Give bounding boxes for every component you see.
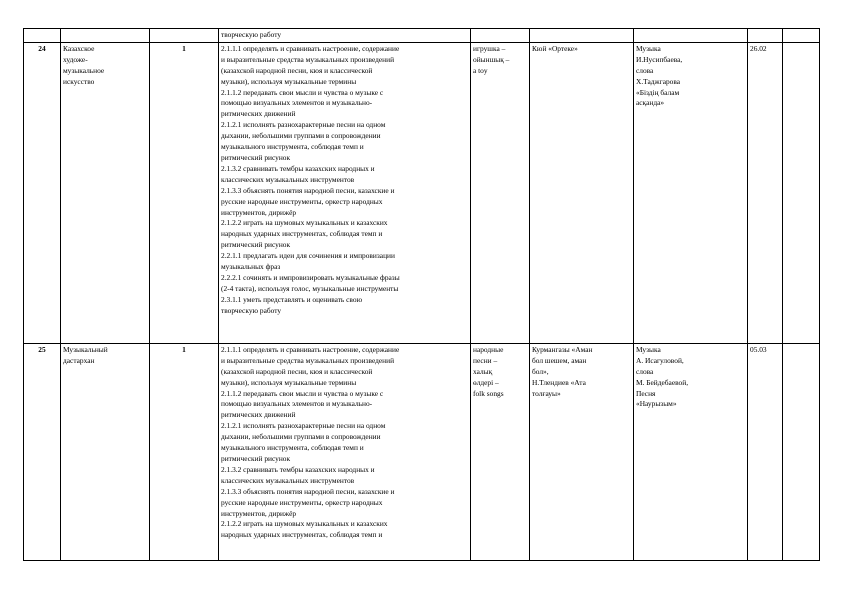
text-line: ритмический рисунок — [221, 152, 291, 162]
text-line: толғауы» — [532, 388, 561, 398]
text-line: музыкального инструмента, соблюдая темп и — [221, 443, 364, 453]
text-line: М. Бейдебаевой, — [636, 377, 689, 387]
text-line: 2.1.2.2 играть на шумовых музыкальных и казахских — [221, 218, 388, 228]
text-line: Музыкальный — [63, 344, 108, 354]
text-line: 2.1.1.2 передавать свои мысли и чувства о музыке с — [221, 87, 384, 97]
text-line: инструментов, дирижёр — [221, 207, 297, 217]
table-row-lesson-25 — [24, 343, 820, 560]
lesson-hours: 1 — [150, 42, 219, 343]
lesson-vocabulary — [471, 343, 530, 560]
table-row-lesson-24 — [24, 42, 820, 343]
text-line: «Наурызым» — [636, 399, 677, 409]
text-line: народных ударных инструментах, соблюдая темп и — [221, 530, 383, 540]
text-line: искусство — [63, 76, 95, 86]
lesson-listening — [530, 42, 634, 343]
text-line: (2-4 такта), используя голос, музыкальные инструменты — [221, 283, 399, 293]
text-line: инструментов, дирижёр — [221, 508, 297, 518]
text-line: Казахское — [63, 43, 95, 53]
text-line: русские народные инструменты, оркестр народных — [221, 196, 383, 206]
text-line: песни – — [473, 355, 498, 365]
text-line: a toy — [473, 65, 488, 75]
text-line: Музыка — [636, 43, 661, 53]
text-line: 2.1.3.2 сравнивать тембры казахских народных и — [221, 163, 375, 173]
lesson-songs — [634, 343, 748, 560]
text-line: 2.1.2.2 играть на шумовых музыкальных и казахских — [221, 519, 388, 529]
text-line: дыхании, небольшими группами в сопровождении — [221, 131, 381, 141]
lesson-notes — [783, 42, 820, 343]
text-line: 2.1.2.1 исполнять разнохарактерные песни на одном — [221, 421, 386, 431]
text-line: Кюй «Ортеке» — [532, 43, 578, 53]
text-line: Музыка — [636, 344, 661, 354]
text-line: слова — [636, 366, 654, 376]
text-line: слова — [636, 65, 654, 75]
text-line: музыкальных фраз — [221, 262, 281, 272]
table-row-continuation — [24, 29, 820, 43]
text-line: Х.Таджгарова — [636, 76, 681, 86]
text-line: ритмический рисунок — [221, 240, 291, 250]
text-line: музыкальное — [63, 65, 105, 75]
text-line: 2.1.1.1 определять и сравнивать настроение, содержание — [221, 43, 400, 53]
text-line: асқанда» — [636, 98, 665, 108]
text-line: (казахской народной песни, кюя и классической — [221, 366, 373, 376]
text-line: 2.2.2.1 сочинять и импровизировать музыкальные фразы — [221, 272, 400, 282]
cell-objectives — [219, 29, 471, 43]
text-line: классических музыкальных инструментов — [221, 475, 355, 485]
cell-notes — [783, 29, 820, 43]
lesson-number: 25 — [24, 343, 61, 560]
cell-hours — [150, 29, 219, 43]
text-line: ритмический рисунок — [221, 453, 291, 463]
text-line: 2.3.1.1 уметь представлять и оценивать свою — [221, 294, 363, 304]
text-line: folk songs — [473, 388, 504, 398]
text-line: игрушка – — [473, 43, 506, 53]
lesson-date: 26.02 — [748, 42, 783, 343]
text-line: 2.1.3.3 объяснять понятия народной песни, казахские и — [221, 185, 395, 195]
text-line: и выразительные средства музыкальных произведений — [221, 355, 395, 365]
lesson-vocabulary — [471, 42, 530, 343]
lesson-number: 24 — [24, 42, 61, 343]
text-line: ритмических движений — [221, 410, 296, 420]
cell-date — [748, 29, 783, 43]
text-line: 2.1.3.2 сравнивать тембры казахских народных и — [221, 464, 375, 474]
lesson-notes — [783, 343, 820, 560]
text-line: музыки), используя музыкальные термины — [221, 377, 357, 387]
text-line: халық — [473, 366, 493, 376]
text-line: помощью визуальных элементов и музыкально- — [221, 98, 373, 108]
cell-songs — [634, 29, 748, 43]
text-line: 2.1.3.3 объяснять понятия народной песни, казахские и — [221, 486, 395, 496]
lesson-listening — [530, 343, 634, 560]
text-line: 2.1.2.1 исполнять разнохарактерные песни на одном — [221, 120, 386, 130]
text-line: Н.Тлендиев «Ата — [532, 377, 586, 387]
text-line: народных ударных инструментах, соблюдая темп и — [221, 229, 383, 239]
text-line: 2.1.1.2 передавать свои мысли и чувства о музыке с — [221, 388, 384, 398]
text-line: дыхании, небольшими группами в сопровождении — [221, 432, 381, 442]
lesson-objectives — [219, 343, 471, 560]
lesson-songs — [634, 42, 748, 343]
objective-line: творческую работу — [221, 30, 282, 39]
lesson-topic — [61, 42, 150, 343]
text-line: Курмангазы «Аман — [532, 344, 593, 354]
lesson-topic — [61, 343, 150, 560]
text-line: дастархан — [63, 355, 95, 365]
text-line: 2.1.1.1 определять и сравнивать настроение, содержание — [221, 344, 400, 354]
text-line: музыкального инструмента, соблюдая темп и — [221, 142, 364, 152]
text-line: бол шешем, аман — [532, 355, 587, 365]
text-line: и выразительные средства музыкальных произведений — [221, 54, 395, 64]
text-line: бол», — [532, 366, 549, 376]
text-line: И.Нусипбаева, — [636, 54, 683, 64]
lesson-plan-table — [23, 28, 820, 561]
text-line: классических музыкальных инструментов — [221, 174, 355, 184]
text-line: помощью визуальных элементов и музыкально- — [221, 399, 373, 409]
text-line: русские народные инструменты, оркестр народных — [221, 497, 383, 507]
text-line: творческую работу — [221, 305, 282, 315]
text-line: народные — [473, 344, 504, 354]
cell-topic — [61, 29, 150, 43]
lesson-date: 05.03 — [748, 343, 783, 560]
cell-vocabulary — [471, 29, 530, 43]
text-line: (казахской народной песни, кюя и классической — [221, 65, 373, 75]
lesson-objectives — [219, 42, 471, 343]
lesson-hours: 1 — [150, 343, 219, 560]
text-line: А. Исагуловой, — [636, 355, 684, 365]
text-line: музыки), используя музыкальные термины — [221, 76, 357, 86]
text-line: Песня — [636, 388, 656, 398]
text-line: «Біздің балам — [636, 87, 680, 97]
text-line: ритмических движений — [221, 109, 296, 119]
text-line: өлдері – — [473, 377, 499, 387]
text-line: ойыншық – — [473, 54, 510, 64]
text-line: 2.2.1.1 предлагать идеи для сочинения и импровизации — [221, 251, 395, 261]
text-line: художе- — [63, 54, 88, 64]
cell-number — [24, 29, 61, 43]
cell-listening — [530, 29, 634, 43]
